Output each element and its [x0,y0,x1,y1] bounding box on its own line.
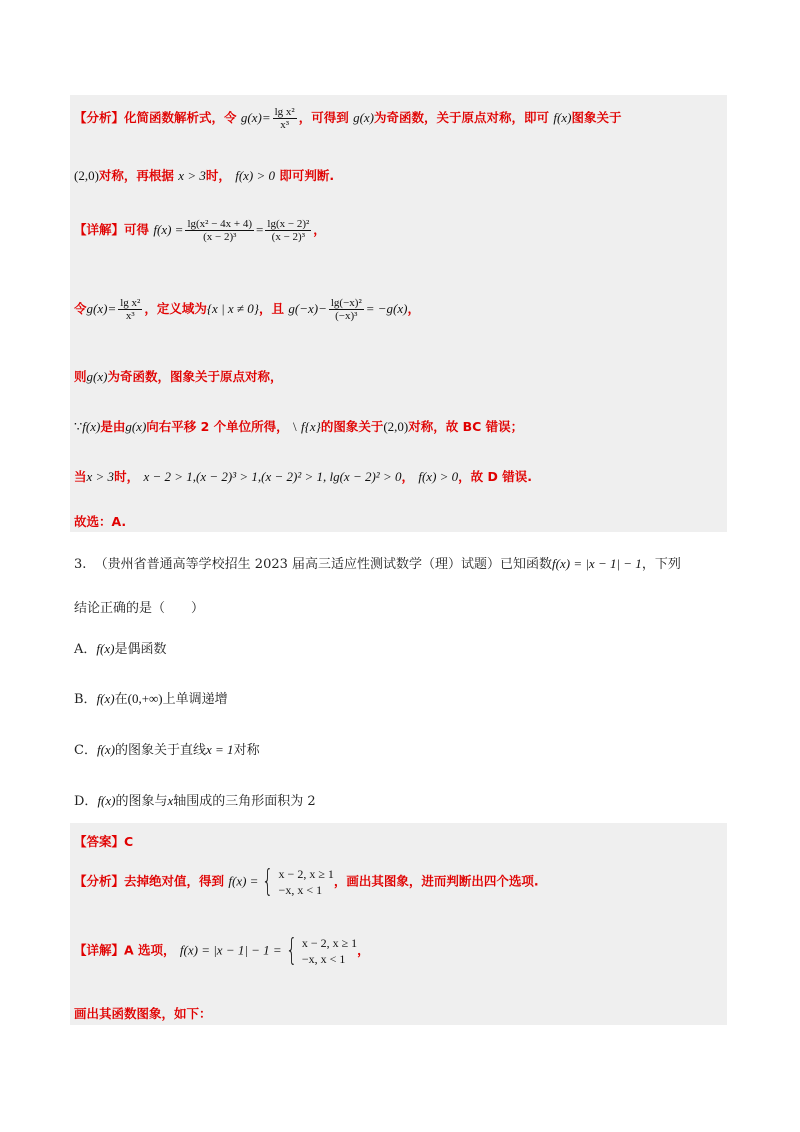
option-a: A．f(x)是偶函数 [74,641,167,657]
q2-when-line: 当x > 3时， x − 2 > 1,(x − 2)³ > 1,(x − 2)² > 1, lg(x − 2)² > 0， f(x) > 0，故 D 错误. [74,469,533,484]
q2-detail-line: 【详解】可得 f(x) = $\frac{\text{lg(x² − 4x + 4)}}{\text{(x − 2)³}}$ = $\frac{\text{lg(x − 2)²}}{\text{(x − 2)³}}$ ， [74,218,326,243]
q2-analysis-line2: (2,0)对称，再根据 x > 3时， f(x) > 0 即可判断. [74,168,335,183]
f-fraction-1: $\frac{\text{lg(x² − 4x + 4)}}{\text{(x − 2)³}}$ [187,218,253,243]
f-fraction-2: $\frac{\text{lg(x − 2)²}}{\text{(x − 2)³}}$ [267,218,310,243]
q3-detail-line: 【详解】A 选项， f(x) = |x − 1| − 1 = { x − 2, x ≥ 1 −x, x < 1， [74,933,370,968]
q2-shift-line: ∵f(x)是由g(x)向右平移 2 个单位所得， \ f{x}的图象关于(2,0)对称，故 BC 错误； [74,419,524,434]
q3-answer-line [74,832,726,850]
q2-analysis-label: 【分析】 [74,110,125,125]
q2-odd-line: 则g(x)为奇函数，图象关于原点对称， [74,369,283,384]
q3-answer: C [124,834,134,849]
q2-detail-label: 【详解】 [74,222,125,237]
q3-stem-line1: 3. （贵州省普通高等学校招生 2023 届高三适应性测试数学（理）试题）已知函数f(x) = |x − 1| − 1，下列 [74,556,681,572]
q3-function: f(x) = |x − 1| − 1 [552,556,642,571]
option-d: D．f(x)的图象与x轴围成的三角形面积为 2 [74,793,316,809]
domain-set: {x | x ≠ 0} [206,301,259,316]
option-b: B．f(x)在(0,+∞)上单调递增 [74,691,228,707]
g-neg-fraction: $\frac{\text{lg(−x)²}}{\text{(−x)³}}$ [330,297,362,322]
q2-choose-line: 故选：A. [74,514,127,529]
q2-analysis-line1: 【分析】化简函数解析式，令 g(x)= $\frac{\text{lg x²}}{\text{x³}}$ ，可得到 g(x)为奇函数，关于原点对称，即可 f(x)图象关于 [74,106,622,131]
q3-answer-label: 【答案】 [74,834,125,849]
piecewise-def: x − 2, x ≥ 1 −x, x < 1 [278,867,334,897]
q3-stem-line2: 结论正确的是（ ） [74,601,205,616]
brace-icon: { [262,864,274,899]
g-fraction: $\frac{\text{lg x²}}{\text{x³}}$ [274,106,295,131]
q3-draw-line: 画出其函数图象，如下： [74,1006,212,1021]
inequality-chain: x − 2 > 1,(x − 2)³ > 1,(x − 2)² > 1, lg(x − 2)² > 0 [143,469,402,484]
q3-analysis-line: 【分析】去掉绝对值，得到 f(x) = { x − 2, x ≥ 1 −x, x < 1，画出其图象，进而判断出四个选项. [74,864,539,899]
q3-solution-block [70,823,727,1025]
option-c: C．f(x)的图象关于直线x = 1对称 [74,742,260,758]
q2-let-g-line: 令g(x)= $\frac{\text{lg x²}}{\text{x³}}$ ，定义域为{x | x ≠ 0}，且 g(−x)− $\frac{\text{lg(−x)²}}{\text{(−x)³}}$ = −g(x)， [74,297,420,322]
